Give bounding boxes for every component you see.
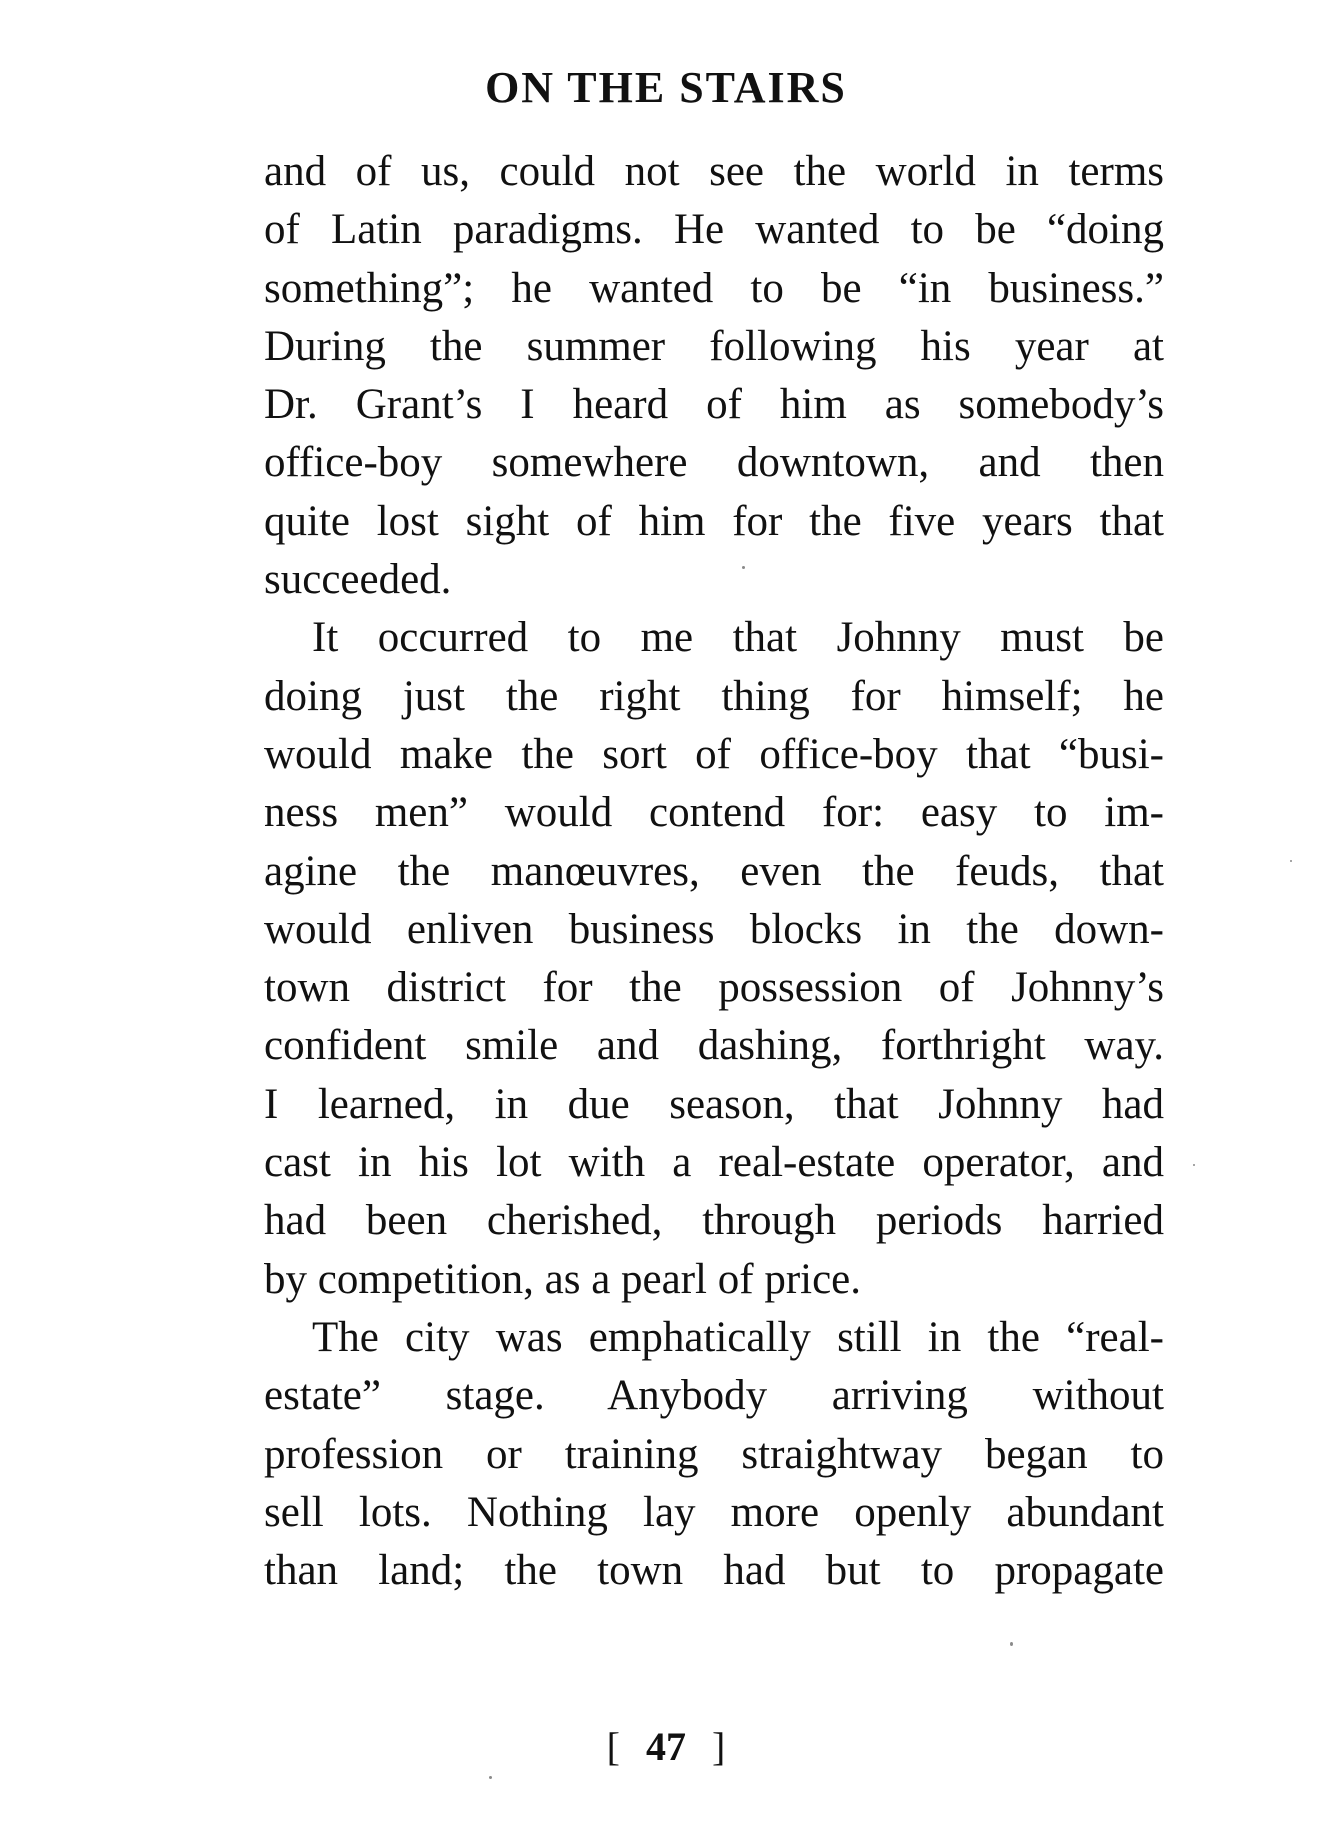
text-line: Dr. Grant’s I heard of him as somebody’s [264,381,1164,429]
scan-speck [1010,1642,1013,1646]
text-line: succeeded. [264,556,452,604]
text-line: It occurred to me that Johnny must be [312,614,1164,662]
bracket-open: [ [606,1724,620,1769]
text-line: ness men” would contend for: easy to im- [264,789,1164,837]
text-line: I learned, in due season, that Johnny had [264,1080,1164,1128]
text-line: something”; he wanted to be “in business.” [264,264,1164,312]
text-line: estate” stage. Anybody arriving without [264,1372,1164,1420]
text-line: doing just the right thing for himself; he [264,672,1164,720]
page-number [0,1722,1332,1772]
text-line: quite lost sight of him for the five years that [264,497,1164,545]
text-line: would enliven business blocks in the down- [264,905,1164,953]
text-line: of Latin paradigms. He wanted to be “doing [264,206,1164,254]
text-line: town district for the possession of Johnny’s [264,964,1164,1012]
scan-speck [1193,1164,1195,1166]
text-line: than land; the town had but to propagate [264,1547,1164,1595]
text-line: During the summer following his year at [264,322,1164,370]
text-line: profession or training straightway began to [264,1430,1164,1478]
running-head: ON THE STAIRS [485,63,847,112]
scan-speck [742,566,745,569]
scan-speck [489,1776,492,1779]
text-line: office-boy somewhere downtown, and then [264,439,1164,487]
text-line: had been cherished, through periods harried [264,1197,1164,1245]
text-line: agine the manœuvres, even the feuds, that [264,847,1164,895]
bracket-close: ] [712,1724,726,1769]
text-line: The city was emphatically still in the “real- [312,1313,1164,1361]
text-line: by competition, as a pearl of price. [264,1255,862,1303]
body-text [264,143,1164,1600]
text-line: sell lots. Nothing lay more openly abundant [264,1488,1164,1536]
page-number-value: 47 [646,1724,686,1769]
text-line: and of us, could not see the world in terms [264,148,1164,195]
text-line: cast in his lot with a real-estate operator, and [264,1139,1164,1187]
text-line: would make the sort of office-boy that “busi- [264,730,1164,778]
scan-speck [1290,860,1292,862]
text-line: confident smile and dashing, forthright way. [264,1022,1164,1070]
